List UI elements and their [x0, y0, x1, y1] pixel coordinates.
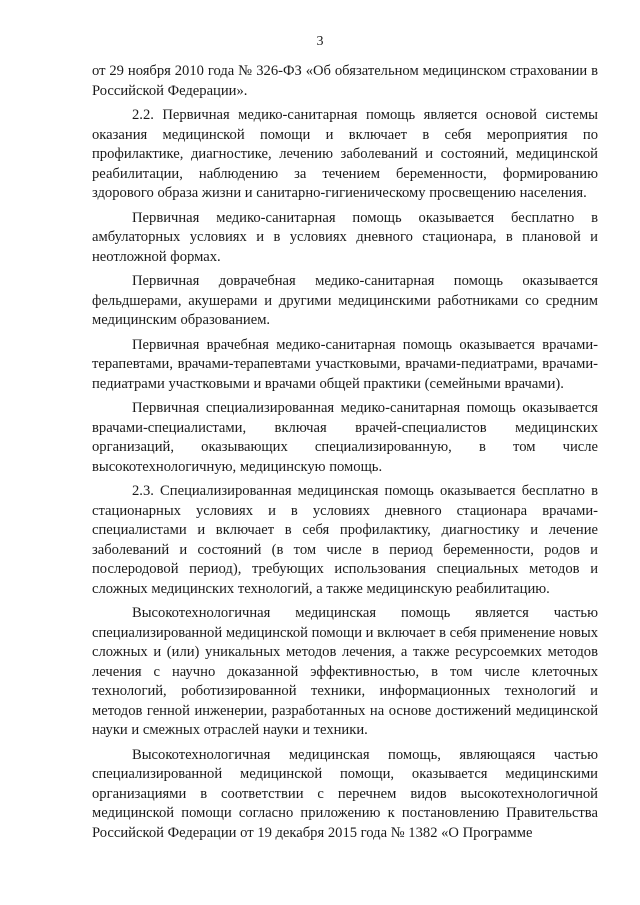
- paragraph-medical: Первичная врачебная медико-санитарная помощь оказывается врачами-терапевтами, врачами-терапевтами участковыми, врачами-педиатрами, врачами-педиатрами участковыми и врачами общей практики (семейными врачами).: [92, 336, 598, 392]
- paragraph-pre-medical: Первичная доврачебная медико-санитарная помощь оказывается фельдшерами, акушерами и другими медицинскими работниками со средним медицинским образованием.: [92, 273, 598, 328]
- paragraph-high-tech-provision: Высокотехнологичная медицинская помощь, являющаяся частью специализированной медицинской помощи, оказывается медицинскими организациями в соответствии с перечнем видов высокотехнологичной медицинской помощи согласно приложению к постановлению Правительства Российской Федерации от 19 декабря 2015 года № 1382 «О Программе: [92, 746, 598, 841]
- paragraph-specialized-primary: Первичная специализированная медико-санитарная помощь оказывается врачами-специалистами, включая врачей-специалистов медицинских организаций, оказывающих специализированную, в том числе высокотехнологичную, медицинскую помощь.: [92, 400, 598, 475]
- page-number: 3: [316, 34, 324, 49]
- document-body: [92, 62, 598, 848]
- paragraph-continuation: от 29 ноября 2010 года № 326-ФЗ «Об обязательном медицинском страховании в Российской Федерации».: [92, 63, 598, 99]
- paragraph-2-2: 2.2. Первичная медико-санитарная помощь является основой системы оказания медицинской помощи и включает в себя мероприятия по профилактике, диагностике, лечению заболеваний и состояний, медицинской реабилитации, наблюдению за течением беременности, формированию здорового образа жизни и санитарно-гигиеническому просвещению населения.: [92, 107, 598, 201]
- paragraph-2-3: 2.3. Специализированная медицинская помощь оказывается бесплатно в стационарных условиях и в условиях дневного стационара врачами-специалистами и включает в себя профилактику, диагностику и лечение заболеваний и состояний (в том числе в период беременности, родов и послеродовой период), требующих использования специальных методов и сложных медицинских технологий, а также медицинскую реабилитацию.: [92, 483, 598, 597]
- paragraph-primary-free: Первичная медико-санитарная помощь оказывается бесплатно в амбулаторных условиях и в условиях дневного стационара, в плановой и неотложной формах.: [92, 209, 598, 265]
- paragraph-high-tech-definition: Высокотехнологичная медицинская помощь является частью специализированной медицинской помощи и включает в себя применение новых сложных и (или) уникальных методов лечения, а также ресурсоемких методов лечения с научно доказанной эффективностью, в том числе клеточных технологий, роботизированной техники, информационных технологий и методов генной инженерии, разработанных на основе достижений медицинской науки и смежных отраслей науки и техники.: [92, 605, 598, 738]
